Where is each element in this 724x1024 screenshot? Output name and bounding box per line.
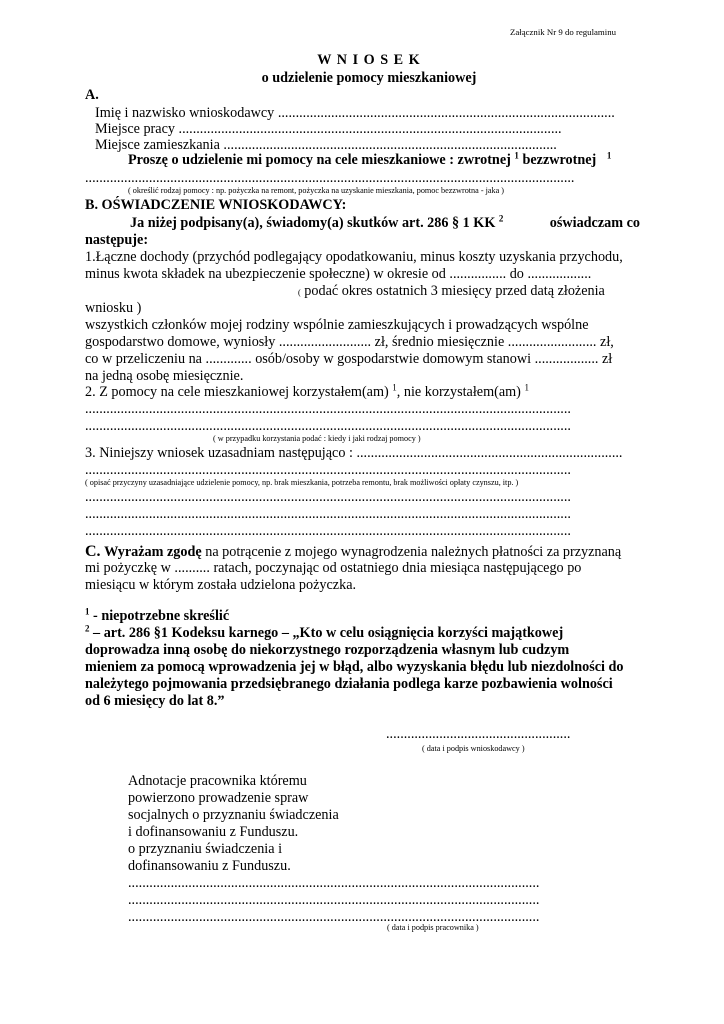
applicant-signature-caption: ( data i podpis wnioskodawcy ) [422, 744, 525, 753]
justification-dots-3[interactable]: ......................................................................................................................................... [85, 506, 571, 522]
name-field-row[interactable] [95, 105, 615, 122]
form-subtitle: o udzielenie pomocy mieszkaniowej [261, 70, 477, 86]
statement-intro-tail: oświadczam co [549, 215, 640, 231]
footnote-2-line-3: mieniem za pomocą wprowadzenia jej w błąd, albo wyzyskania błędu lub niezdolności do [85, 659, 624, 675]
annotation-dots-1[interactable]: .................................................................................................................... [128, 875, 540, 891]
income-line-1: 1.Łączne dochody (przychód podlegający opodatkowaniu, minus koszty uzyskania przychodu, [85, 249, 623, 265]
annotation-line-1: Adnotacje pracownika któremu [128, 773, 307, 789]
annotation-dots-3[interactable]: .................................................................................................................... [128, 909, 540, 925]
consent-text: na potrącenie z mojego wynagrodzenia należnych płatności za przyznaną [205, 544, 622, 560]
name-dots[interactable]: ............................................................................................... [277, 105, 615, 121]
income-line-6: na jedną osobę miesięcznie. [85, 368, 244, 384]
income-line-2[interactable]: minus kwota składek na ubezpieczenie społeczne) w okresie od ................ do .................. [85, 266, 592, 282]
consent-line-1 [85, 543, 621, 561]
request-note: ( określić rodzaj pomocy : np. pożyczka na remont, pożyczka na uzyskanie mieszkania, pomoc bezzwrotna - jaka ) [128, 186, 505, 195]
justification-dots-4[interactable]: ......................................................................................................................................... [85, 523, 571, 539]
annotation-dots-2[interactable]: .................................................................................................................... [128, 892, 540, 908]
footnote-2-line-1: – art. 286 §1 Kodeksu karnego – „Kto w celu osiągnięcia korzyści majątkowej [93, 625, 564, 641]
request-main: Proszę o udzielenie mi pomocy na cele mieszkaniowe : zwrotnej [128, 152, 511, 168]
income-period-note-cont: wniosku ) [85, 300, 142, 316]
income-period-text: podać okres ostatnich 3 miesięcy przed datą złożenia [304, 283, 605, 299]
footnote-marker: 2 [85, 623, 90, 634]
footnote-2-line-2: doprowadza inną osobę do niekorzystnego rozporządzenia własnym lub cudzym [85, 642, 570, 658]
prior-help-note: ( w przypadku korzystania podać : kiedy i jaki rodzaj pomocy ) [213, 434, 421, 443]
justification-dots-1[interactable]: ......................................................................................................................................... [85, 462, 571, 478]
section-b-heading: B. OŚWIADCZENIE WNIOSKODAWCY: [85, 197, 347, 213]
name-label: Imię i nazwisko wnioskodawcy [95, 105, 275, 121]
footnote-ref: 1 [606, 150, 612, 161]
income-line-3: wszystkich członków mojej rodziny wspólnie zamieszkujących i prowadzących wspólne [85, 317, 589, 333]
justification-note: ( opisać przyczyny uzasadniające udzielenie pomocy, np. brak mieszkania, potrzeba remontu, brak możliwości opłaty czynszu, itp. ) [85, 478, 519, 487]
work-field-row[interactable] [95, 121, 562, 138]
prior-help-text: 2. Z pomocy na cele mieszkaniowej korzystałem(am) [85, 384, 389, 400]
consent-line-3: miesiącu w którym została udzielona pożyczka. [85, 577, 357, 593]
footnote-marker: 1 [85, 606, 90, 617]
consent-line-2[interactable]: mi pożyczkę w .......... ratach, poczynając od ostatniego dnia miesiąca następującego po [85, 560, 582, 576]
footnote-2 [85, 625, 563, 642]
justification-dots-2[interactable]: ......................................................................................................................................... [85, 489, 571, 505]
annotation-line-2: powierzono prowadzenie spraw [128, 790, 309, 806]
employee-signature-caption: ( data i podpis pracownika ) [387, 923, 479, 932]
footnote-2-line-5: od 6 miesięcy do lat 8.” [85, 693, 225, 709]
footnote-1 [85, 608, 229, 625]
work-dots[interactable]: ............................................................................................................ [178, 121, 562, 137]
request-line [128, 152, 611, 169]
footnote-2-line-4: należytego pojmowania przedsiębranego działania podlega karze pozbawienia wolności [85, 676, 613, 692]
request-alt: bezzwrotnej [522, 152, 597, 168]
prior-help-line [85, 384, 529, 401]
attachment-note: Załącznik Nr 9 do regulaminu [510, 27, 617, 37]
form-title: W N I O S E K [317, 52, 421, 68]
footnote-ref: 1 [514, 150, 519, 161]
footnote-1-text: - niepotrzebne skreślić [93, 608, 230, 624]
income-period-paren: ( [298, 288, 301, 297]
section-a-letter: A. [85, 87, 99, 103]
statement-intro-text: Ja niżej podpisany(a), świadomy(a) skutków art. 286 § 1 KK [130, 215, 496, 231]
annotation-line-3: socjalnych o przyznaniu świadczenia [128, 807, 339, 823]
work-label: Miejsce pracy [95, 121, 175, 137]
income-period-note [298, 283, 605, 300]
income-line-5[interactable]: co w przeliczeniu na ............. osób/osoby w gospodarstwie domowym stanowi .................. zł [85, 351, 613, 367]
annotation-line-4: i dofinansowaniu z Funduszu. [128, 824, 299, 840]
prior-help-dots-1[interactable]: ......................................................................................................................................... [85, 401, 571, 417]
prior-help-alt: , nie korzystałem(am) [396, 384, 521, 400]
annotation-line-5: o przyznaniu świadczenia i [128, 841, 283, 857]
annotation-line-6: dofinansowaniu z Funduszu. [128, 858, 291, 874]
footnote-ref: 2 [498, 213, 504, 224]
footnote-ref: 1 [392, 382, 397, 393]
justification-line[interactable]: 3. Niniejszy wniosek uzasadniam następująco : ........................................................................... [85, 445, 623, 461]
prior-help-dots-2[interactable]: ......................................................................................................................................... [85, 418, 571, 434]
statement-intro-cont: następuje: [85, 232, 149, 248]
residence-dots[interactable]: .............................................................................................. [223, 137, 557, 153]
consent-bold: Wyrażam zgodę [104, 544, 202, 560]
income-line-4[interactable]: gospodarstwo domowe, wyniosły .......................... zł, średnio miesięcznie ......................... zł, [85, 334, 614, 350]
section-c-letter: C. [85, 543, 101, 560]
footnote-ref: 1 [524, 382, 529, 393]
statement-intro [130, 215, 640, 232]
residence-label: Miejsce zamieszkania [95, 137, 220, 153]
applicant-signature-dots[interactable]: .................................................... [386, 726, 571, 742]
request-dots[interactable]: .......................................................................................................................................... [85, 170, 575, 186]
